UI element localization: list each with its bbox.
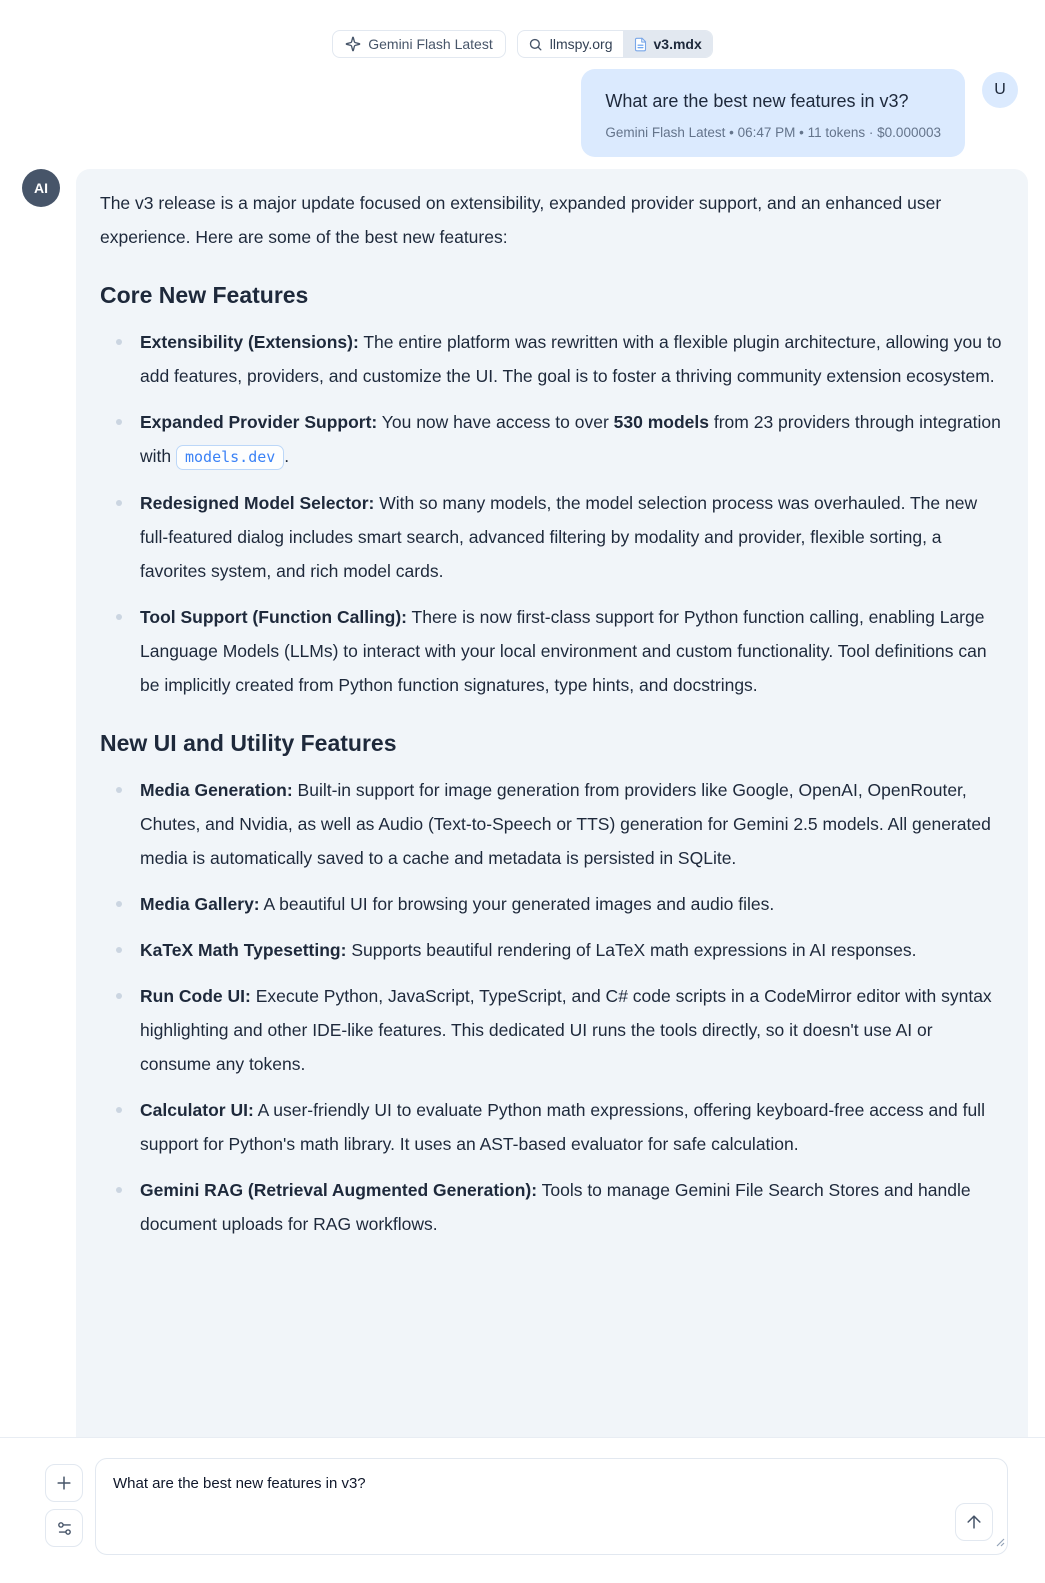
message-input-wrap bbox=[95, 1458, 1008, 1555]
ui-utility-list bbox=[100, 773, 1004, 1241]
section-heading-ui-utility: New UI and Utility Features bbox=[100, 730, 397, 756]
assistant-intro: The v3 release is a major update focused on extensibility, expanded provider support, and an enhanced user experience. Here are some of the best new features: bbox=[100, 193, 942, 247]
ai-avatar: AI bbox=[22, 169, 60, 207]
list-item: Redesigned Model Selector: With so many models, the model selection process was overhauled. The new full-featured dialog includes smart search, advanced filtering by modality and provider, flexible sorting, a favorites system, and rich model cards. bbox=[116, 486, 1004, 588]
models-dev-link[interactable]: models.dev bbox=[176, 445, 284, 470]
list-item: Media Gallery: A beautiful UI for browsing your generated images and audio files. bbox=[116, 887, 1004, 921]
sparkle-icon bbox=[345, 36, 361, 52]
attached-file-badge[interactable] bbox=[623, 31, 712, 57]
source-site-label: llmspy.org bbox=[549, 36, 613, 52]
send-button[interactable] bbox=[955, 1503, 993, 1541]
source-pill[interactable] bbox=[517, 30, 713, 58]
message-input[interactable] bbox=[96, 1459, 1007, 1554]
list-item: Tool Support (Function Calling): There is now first-class support for Python function calling, enabling Large Language Models (LLMs) to interact with your local environment and custom functionality. Tool definitions can be implicitly created from Python function signatures, type hints, and docstrings. bbox=[116, 600, 1004, 702]
core-features-list bbox=[100, 325, 1004, 702]
search-icon bbox=[528, 37, 543, 52]
source-site[interactable] bbox=[518, 31, 623, 57]
list-item: Calculator UI: A user-friendly UI to evaluate Python math expressions, offering keyboard-free access and full support for Python's math library. It uses an AST-based evaluator for safe calculation. bbox=[116, 1093, 1004, 1161]
composer-side-buttons bbox=[45, 1464, 83, 1547]
list-item: KaTeX Math Typesetting: Supports beautiful rendering of LaTeX math expressions in AI responses. bbox=[116, 933, 1004, 967]
list-item: Run Code UI: Execute Python, JavaScript, TypeScript, and C# code scripts in a CodeMirror editor with syntax highlighting and other IDE-like features. This dedicated UI runs the tools directly, so it doesn't use AI or consume any tokens. bbox=[116, 979, 1004, 1081]
model-pill-label: Gemini Flash Latest bbox=[368, 36, 493, 52]
attached-file-label: v3.mdx bbox=[653, 36, 702, 52]
arrow-up-icon bbox=[964, 1512, 984, 1532]
list-item: Gemini RAG (Retrieval Augmented Generation): Tools to manage Gemini File Search Stores and handle document uploads for RAG workflows. bbox=[116, 1173, 1004, 1241]
assistant-message-row bbox=[0, 157, 1045, 1437]
user-message bbox=[581, 69, 965, 157]
user-message-text: What are the best new features in v3? bbox=[605, 91, 909, 111]
model-pill[interactable] bbox=[332, 30, 506, 58]
composer bbox=[0, 1437, 1045, 1583]
attach-button[interactable] bbox=[45, 1464, 83, 1502]
user-message-meta: Gemini Flash Latest • 06:47 PM • 11 tokens · $0.000003 bbox=[605, 125, 941, 140]
plus-icon bbox=[54, 1473, 74, 1493]
user-message-row bbox=[0, 58, 1045, 157]
section-heading-core-features: Core New Features bbox=[100, 282, 309, 308]
file-icon bbox=[633, 37, 648, 52]
list-item: Expanded Provider Support: You now have access to over 530 models from 23 providers through integration with models.dev . bbox=[116, 405, 1004, 474]
header-pills bbox=[0, 0, 1045, 58]
settings-button[interactable] bbox=[45, 1509, 83, 1547]
user-avatar: U bbox=[982, 72, 1018, 108]
assistant-message bbox=[76, 169, 1028, 1437]
list-item: Extensibility (Extensions): The entire platform was rewritten with a flexible plugin architecture, allowing you to add features, providers, and customize the UI. The goal is to foster a thriving community extension ecosystem. bbox=[116, 325, 1004, 393]
sliders-icon bbox=[56, 1520, 73, 1537]
list-item: Media Generation: Built-in support for image generation from providers like Google, OpenAI, OpenRouter, Chutes, and Nvidia, as well as Audio (Text-to-Speech or TTS) generation for Gemini 2.5 models. All generated media is automatically saved to a cache and metadata is persisted in SQLite. bbox=[116, 773, 1004, 875]
